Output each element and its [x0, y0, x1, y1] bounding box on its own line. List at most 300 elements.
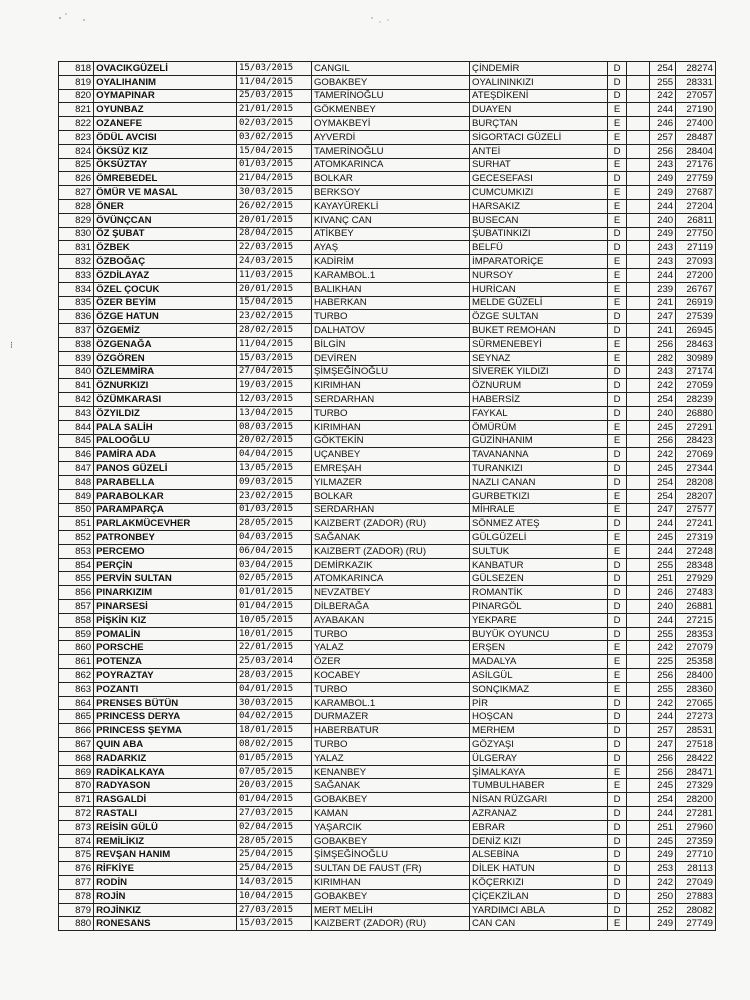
sex-code: D	[608, 586, 627, 600]
dam-name: HARSAKIZ	[470, 199, 608, 213]
registry-number: 28422	[676, 751, 716, 765]
sire-name: AYVERDİ	[311, 130, 469, 144]
sex-code: D	[608, 310, 627, 324]
dam-name: ASİLGÜL	[470, 669, 608, 683]
sire-name: GÖKTEKİN	[311, 434, 469, 448]
group-number: 251	[650, 572, 676, 586]
horse-name: PARLAKMÜCEVHER	[94, 517, 237, 531]
sex-code: E	[608, 779, 627, 793]
sex-code: E	[608, 489, 627, 503]
horse-name: RİFKİYE	[94, 862, 237, 876]
dam-name: NİSAN RÜZGARI	[470, 793, 608, 807]
sire-name: OYMAKBEYİ	[311, 117, 469, 131]
horse-name: OYALIHANIM	[94, 75, 237, 89]
group-number: 244	[650, 199, 676, 213]
group-number: 240	[650, 600, 676, 614]
horse-name: ÖZNURKIZI	[94, 379, 237, 393]
horse-name: ROJİNKIZ	[94, 903, 237, 917]
sire-name: BİLGİN	[311, 337, 469, 351]
sire-name: GOBAKBEY	[311, 889, 469, 903]
registry-number: 27291	[676, 420, 716, 434]
table-row	[59, 406, 716, 420]
dam-name: BURÇTAN	[470, 117, 608, 131]
group-number: 254	[650, 475, 676, 489]
registry-number: 28423	[676, 434, 716, 448]
row-number: 841	[59, 379, 94, 393]
empty-cell	[626, 365, 649, 379]
registry-number: 27759	[676, 172, 716, 186]
empty-cell	[626, 227, 649, 241]
empty-cell	[626, 682, 649, 696]
horse-name: ÖNER	[94, 199, 237, 213]
dam-name: HURİCAN	[470, 282, 608, 296]
group-number: 239	[650, 282, 676, 296]
group-number: 243	[650, 241, 676, 255]
table-row	[59, 765, 716, 779]
empty-cell	[626, 751, 649, 765]
birth-date: 19/03/2015	[237, 379, 312, 393]
sex-code: E	[608, 531, 627, 545]
birth-date: 28/04/2015	[237, 227, 312, 241]
dam-name: YARDIMCI ABLA	[470, 903, 608, 917]
sex-code: E	[608, 682, 627, 696]
registry-number: 27929	[676, 572, 716, 586]
horse-name: ÖZGÖREN	[94, 351, 237, 365]
registry-number: 28463	[676, 337, 716, 351]
sex-code: D	[608, 848, 627, 862]
empty-cell	[626, 834, 649, 848]
sire-name: ŞİMŞEĞİNOĞLU	[311, 848, 469, 862]
dam-name: SİVEREK YILDIZI	[470, 365, 608, 379]
table-row	[59, 199, 716, 213]
horse-name: RODİN	[94, 876, 237, 890]
table-row	[59, 268, 716, 282]
birth-date: 04/02/2015	[237, 710, 312, 724]
registry-number: 26945	[676, 324, 716, 338]
row-number: 825	[59, 158, 94, 172]
sire-name: SAĞANAK	[311, 779, 469, 793]
table-row	[59, 655, 716, 669]
birth-date: 13/04/2015	[237, 406, 312, 420]
table-row	[59, 544, 716, 558]
birth-date: 22/01/2015	[237, 641, 312, 655]
group-number: 249	[650, 186, 676, 200]
row-number: 829	[59, 213, 94, 227]
registry-number: 27057	[676, 89, 716, 103]
group-number: 253	[650, 862, 676, 876]
dam-name: GECESEFASI	[470, 172, 608, 186]
row-number: 869	[59, 765, 94, 779]
row-number: 877	[59, 876, 94, 890]
sire-name: YALAZ	[311, 751, 469, 765]
table-row	[59, 779, 716, 793]
empty-cell	[626, 62, 649, 76]
registry-number: 27539	[676, 310, 716, 324]
registry-number: 27883	[676, 889, 716, 903]
group-number: 256	[650, 751, 676, 765]
birth-date: 25/03/2015	[237, 89, 312, 103]
empty-cell	[626, 268, 649, 282]
group-number: 245	[650, 834, 676, 848]
dam-name: ÜLGERAY	[470, 751, 608, 765]
dam-name: ATEŞDİKENİ	[470, 89, 608, 103]
sire-name: ÖZER	[311, 655, 469, 669]
sire-name: KAIZBERT (ZADOR) (RU)	[311, 517, 469, 531]
horse-name: ÖZ ŞUBAT	[94, 227, 237, 241]
sex-code: D	[608, 696, 627, 710]
sex-code: D	[608, 89, 627, 103]
sire-name: BOLKAR	[311, 172, 469, 186]
dam-name: HOŞCAN	[470, 710, 608, 724]
registry-number: 28200	[676, 793, 716, 807]
birth-date: 25/04/2015	[237, 862, 312, 876]
birth-date: 26/02/2015	[237, 199, 312, 213]
row-number: 849	[59, 489, 94, 503]
sex-code: D	[608, 75, 627, 89]
birth-date: 04/01/2015	[237, 682, 312, 696]
registry-number: 27079	[676, 641, 716, 655]
dam-name: OYALININKIZI	[470, 75, 608, 89]
sex-code: D	[608, 241, 627, 255]
sire-name: KENANBEY	[311, 765, 469, 779]
sire-name: ŞİMŞEĞİNOĞLU	[311, 365, 469, 379]
empty-cell	[626, 710, 649, 724]
table-row	[59, 172, 716, 186]
empty-cell	[626, 282, 649, 296]
registry-number: 27059	[676, 379, 716, 393]
registry-number: 27248	[676, 544, 716, 558]
group-number: 242	[650, 876, 676, 890]
table-row	[59, 475, 716, 489]
table-row	[59, 462, 716, 476]
sire-name: KIRIMHAN	[311, 420, 469, 434]
sex-code: D	[608, 365, 627, 379]
sex-code: D	[608, 807, 627, 821]
row-number: 859	[59, 627, 94, 641]
row-number: 838	[59, 337, 94, 351]
birth-date: 10/05/2015	[237, 613, 312, 627]
registry-table	[58, 61, 716, 931]
group-number: 245	[650, 420, 676, 434]
table-row	[59, 903, 716, 917]
empty-cell	[626, 765, 649, 779]
birth-date: 11/04/2015	[237, 337, 312, 351]
sire-name: SERDARHAN	[311, 503, 469, 517]
horse-name: PALOOĞLU	[94, 434, 237, 448]
sire-name: GÖKMENBEY	[311, 103, 469, 117]
empty-cell	[626, 669, 649, 683]
dam-name: BUSECAN	[470, 213, 608, 227]
empty-cell	[626, 544, 649, 558]
dam-name: ÇİÇEKZİLAN	[470, 889, 608, 903]
registry-number: 27281	[676, 807, 716, 821]
sire-name: ATİKBEY	[311, 227, 469, 241]
dam-name: ŞUBATINKIZI	[470, 227, 608, 241]
registry-number: 28208	[676, 475, 716, 489]
dam-name: TAVANANNA	[470, 448, 608, 462]
registry-number: 27750	[676, 227, 716, 241]
empty-cell	[626, 255, 649, 269]
registry-number: 28400	[676, 669, 716, 683]
group-number: 256	[650, 434, 676, 448]
dam-name: KANBATUR	[470, 558, 608, 572]
group-number: 245	[650, 531, 676, 545]
table-row	[59, 696, 716, 710]
empty-cell	[626, 103, 649, 117]
row-number: 822	[59, 117, 94, 131]
table-row	[59, 586, 716, 600]
sire-name: KIRIMHAN	[311, 379, 469, 393]
group-number: 241	[650, 296, 676, 310]
registry-number: 27049	[676, 876, 716, 890]
dam-name: SURHAT	[470, 158, 608, 172]
sex-code: D	[608, 876, 627, 890]
table-row	[59, 324, 716, 338]
horse-name: REİSİN GÜLÜ	[94, 820, 237, 834]
birth-date: 22/03/2015	[237, 241, 312, 255]
sire-name: TAMERİNOĞLU	[311, 144, 469, 158]
table-row	[59, 255, 716, 269]
sire-name: TURBO	[311, 310, 469, 324]
birth-date: 11/04/2015	[237, 75, 312, 89]
registry-number: 26811	[676, 213, 716, 227]
row-number: 846	[59, 448, 94, 462]
sex-code: E	[608, 503, 627, 517]
empty-cell	[626, 655, 649, 669]
dam-name: TURANKIZI	[470, 462, 608, 476]
table-row	[59, 710, 716, 724]
registry-number: 27319	[676, 531, 716, 545]
sire-name: YALAZ	[311, 641, 469, 655]
table-row	[59, 213, 716, 227]
registry-number: 28531	[676, 724, 716, 738]
horse-name: PERÇİN	[94, 558, 237, 572]
registry-number: 27273	[676, 710, 716, 724]
horse-name: POMALİN	[94, 627, 237, 641]
empty-cell	[626, 158, 649, 172]
sire-name: TURBO	[311, 406, 469, 420]
registry-number: 27204	[676, 199, 716, 213]
registry-number: 28471	[676, 765, 716, 779]
group-number: 257	[650, 130, 676, 144]
table-row	[59, 337, 716, 351]
sire-name: CANGIL	[311, 62, 469, 76]
table-row	[59, 489, 716, 503]
sire-name: KOCABEY	[311, 669, 469, 683]
sire-name: SAĞANAK	[311, 531, 469, 545]
table-row	[59, 186, 716, 200]
empty-cell	[626, 130, 649, 144]
group-number: 256	[650, 765, 676, 779]
horse-name: RADİKALKAYA	[94, 765, 237, 779]
empty-cell	[626, 738, 649, 752]
row-number: 860	[59, 641, 94, 655]
empty-cell	[626, 572, 649, 586]
sire-name: SERDARHAN	[311, 393, 469, 407]
horse-name: ÖZYILDIZ	[94, 406, 237, 420]
registry-number: 27093	[676, 255, 716, 269]
horse-name: OYMAPINAR	[94, 89, 237, 103]
row-number: 842	[59, 393, 94, 407]
dam-name: GÜLGÜZELİ	[470, 531, 608, 545]
registry-number: 27710	[676, 848, 716, 862]
group-number: 245	[650, 779, 676, 793]
birth-date: 14/03/2015	[237, 876, 312, 890]
birth-date: 15/04/2015	[237, 144, 312, 158]
group-number: 247	[650, 503, 676, 517]
birth-date: 15/03/2015	[237, 62, 312, 76]
birth-date: 04/03/2015	[237, 531, 312, 545]
group-number: 256	[650, 144, 676, 158]
empty-cell	[626, 779, 649, 793]
table-row	[59, 75, 716, 89]
row-number: 835	[59, 296, 94, 310]
sex-code: D	[608, 710, 627, 724]
birth-date: 28/05/2015	[237, 834, 312, 848]
horse-name: ÖZGENAĞA	[94, 337, 237, 351]
sire-name: KARAMBOL.1	[311, 696, 469, 710]
empty-cell	[626, 351, 649, 365]
table-row	[59, 917, 716, 931]
empty-cell	[626, 586, 649, 600]
sex-code: D	[608, 820, 627, 834]
sire-name: KAMAN	[311, 807, 469, 821]
row-number: 847	[59, 462, 94, 476]
group-number: 255	[650, 627, 676, 641]
row-number: 832	[59, 255, 94, 269]
sire-name: HABERBATUR	[311, 724, 469, 738]
table-row	[59, 834, 716, 848]
dam-name: YEKPARE	[470, 613, 608, 627]
horse-name: RONESANS	[94, 917, 237, 931]
dam-name: DUAYEN	[470, 103, 608, 117]
registry-number: 27200	[676, 268, 716, 282]
row-number: 870	[59, 779, 94, 793]
row-number: 827	[59, 186, 94, 200]
row-number: 872	[59, 807, 94, 821]
sire-name: KAIZBERT (ZADOR) (RU)	[311, 544, 469, 558]
group-number: 247	[650, 310, 676, 324]
group-number: 255	[650, 75, 676, 89]
horse-name: PATRONBEY	[94, 531, 237, 545]
row-number: 831	[59, 241, 94, 255]
table-row	[59, 889, 716, 903]
birth-date: 27/04/2015	[237, 365, 312, 379]
dam-name: MERHEM	[470, 724, 608, 738]
registry-number: 27065	[676, 696, 716, 710]
sex-code: E	[608, 130, 627, 144]
row-number: 839	[59, 351, 94, 365]
empty-cell	[626, 241, 649, 255]
birth-date: 25/03/2014	[237, 655, 312, 669]
empty-cell	[626, 324, 649, 338]
table-row	[59, 62, 716, 76]
horse-name: RADARKIZ	[94, 751, 237, 765]
table-row	[59, 531, 716, 545]
row-number: 855	[59, 572, 94, 586]
sex-code: E	[608, 199, 627, 213]
registry-number: 27241	[676, 517, 716, 531]
horse-name: RASGALDİ	[94, 793, 237, 807]
birth-date: 07/05/2015	[237, 765, 312, 779]
sire-name: AYAŞ	[311, 241, 469, 255]
group-number: 249	[650, 172, 676, 186]
sex-code: E	[608, 268, 627, 282]
sex-code: D	[608, 406, 627, 420]
row-number: 837	[59, 324, 94, 338]
dam-name: ÖZGE SULTAN	[470, 310, 608, 324]
sire-name: AYABAKAN	[311, 613, 469, 627]
horse-name: ÖZER BEYİM	[94, 296, 237, 310]
registry-number: 27174	[676, 365, 716, 379]
empty-cell	[626, 820, 649, 834]
row-number: 874	[59, 834, 94, 848]
birth-date: 09/03/2015	[237, 475, 312, 489]
horse-name: REVŞAN HANIM	[94, 848, 237, 862]
row-number: 853	[59, 544, 94, 558]
horse-name: PRINCESS DERYA	[94, 710, 237, 724]
sex-code: D	[608, 227, 627, 241]
sex-code: E	[608, 296, 627, 310]
registry-number: 28360	[676, 682, 716, 696]
row-number: 824	[59, 144, 94, 158]
birth-date: 13/05/2015	[237, 462, 312, 476]
row-number: 875	[59, 848, 94, 862]
horse-name: RADYASON	[94, 779, 237, 793]
dam-name: AZRANAZ	[470, 807, 608, 821]
birth-date: 15/04/2015	[237, 296, 312, 310]
sex-code: D	[608, 751, 627, 765]
empty-cell	[626, 793, 649, 807]
dam-name: GÜZİNHANIM	[470, 434, 608, 448]
table-row	[59, 393, 716, 407]
dam-name: EBRAR	[470, 820, 608, 834]
dam-name: NAZLI CANAN	[470, 475, 608, 489]
sex-code: D	[608, 724, 627, 738]
sire-name: TURBO	[311, 682, 469, 696]
birth-date: 08/02/2015	[237, 738, 312, 752]
row-number: 852	[59, 531, 94, 545]
row-number: 836	[59, 310, 94, 324]
row-number: 873	[59, 820, 94, 834]
sex-code: E	[608, 765, 627, 779]
birth-date: 20/01/2015	[237, 282, 312, 296]
group-number: 244	[650, 613, 676, 627]
empty-cell	[626, 903, 649, 917]
birth-date: 28/03/2015	[237, 669, 312, 683]
horse-name: ÖZLEMMİRA	[94, 365, 237, 379]
birth-date: 30/03/2015	[237, 186, 312, 200]
sire-name: YAŞARCIK	[311, 820, 469, 834]
group-number: 241	[650, 324, 676, 338]
birth-date: 01/01/2015	[237, 586, 312, 600]
empty-cell	[626, 420, 649, 434]
table-row	[59, 103, 716, 117]
horse-name: PALA SALİH	[94, 420, 237, 434]
group-number: 243	[650, 255, 676, 269]
group-number: 244	[650, 710, 676, 724]
birth-date: 01/05/2015	[237, 751, 312, 765]
registry-table-container	[58, 61, 716, 931]
birth-date: 12/03/2015	[237, 393, 312, 407]
sex-code: D	[608, 517, 627, 531]
sex-code: E	[608, 669, 627, 683]
table-row	[59, 862, 716, 876]
birth-date: 11/03/2015	[237, 268, 312, 282]
birth-date: 10/01/2015	[237, 627, 312, 641]
sire-name: GOBAKBEY	[311, 834, 469, 848]
table-row	[59, 600, 716, 614]
